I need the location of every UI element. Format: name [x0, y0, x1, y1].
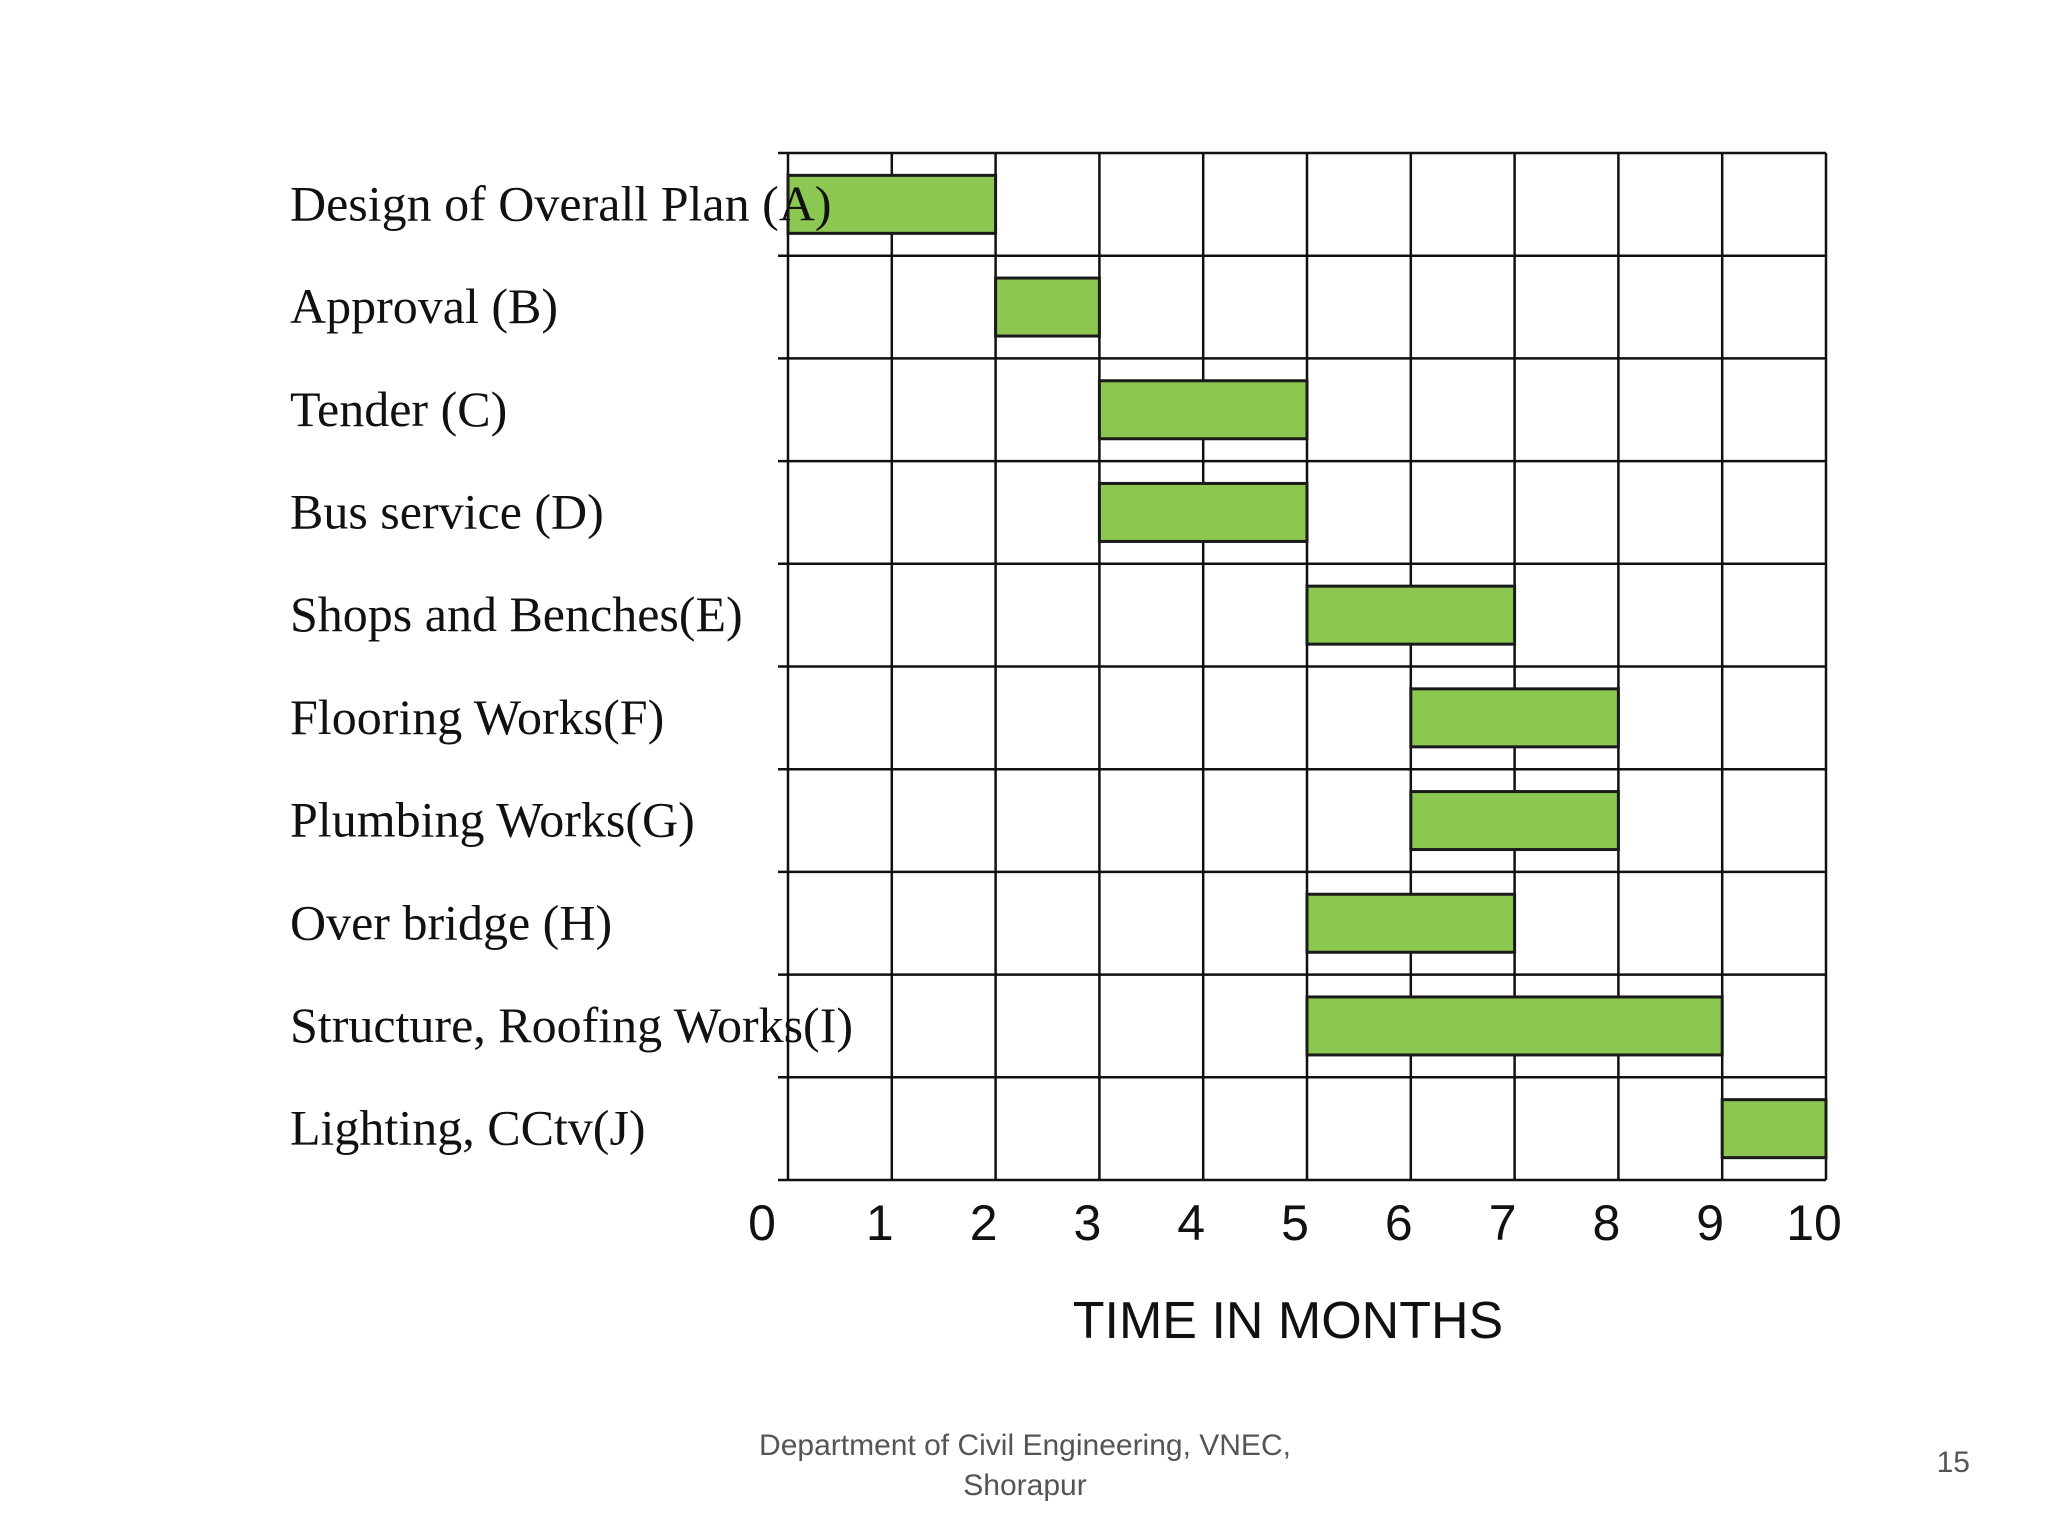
task-bar: [1411, 689, 1619, 747]
task-label: Structure, Roofing Works(I): [290, 996, 854, 1053]
x-tick-label: 2: [969, 1195, 998, 1251]
x-tick-label: 1: [865, 1195, 894, 1251]
task-label: Lighting, CCtv(J): [290, 1099, 646, 1156]
task-label: Tender (C): [290, 380, 508, 437]
x-tick-label: 0: [748, 1195, 776, 1251]
task-label: Bus service (D): [290, 483, 604, 540]
task-label: Approval (B): [290, 278, 558, 335]
task-bar: [1411, 792, 1619, 850]
x-tick-label: 8: [1592, 1195, 1621, 1251]
task-bar: [1099, 483, 1307, 541]
footer-department: Department of Civil Engineering, VNEC,: [759, 1429, 1291, 1462]
footer-location: Shorapur: [963, 1469, 1087, 1502]
task-bar: [1307, 586, 1515, 644]
task-bar: [1722, 1100, 1826, 1158]
task-label: Over bridge (H): [290, 894, 613, 951]
x-tick-label: 5: [1281, 1195, 1309, 1251]
x-tick-label: 6: [1384, 1195, 1413, 1251]
x-axis-title: TIME IN MONTHS: [1072, 1292, 1504, 1350]
x-tick-label: 10: [1786, 1195, 1842, 1251]
x-tick-label: 9: [1696, 1195, 1725, 1251]
task-bar: [1099, 381, 1307, 439]
task-bar: [996, 278, 1100, 336]
task-label: Plumbing Works(G): [290, 791, 695, 848]
x-tick-label: 4: [1177, 1195, 1206, 1251]
task-label: Flooring Works(F): [290, 688, 665, 745]
page-number: 15: [1936, 1446, 1970, 1479]
x-tick-label: 3: [1073, 1195, 1102, 1251]
task-bar: [1307, 997, 1722, 1055]
x-tick-label: 7: [1488, 1195, 1517, 1251]
task-label: Design of Overall Plan (A): [290, 175, 832, 232]
task-bar: [1307, 894, 1515, 952]
x-tick-labels: [748, 1195, 1842, 1251]
task-label: Shops and Benches(E): [290, 586, 743, 643]
task-labels: [290, 175, 853, 1155]
